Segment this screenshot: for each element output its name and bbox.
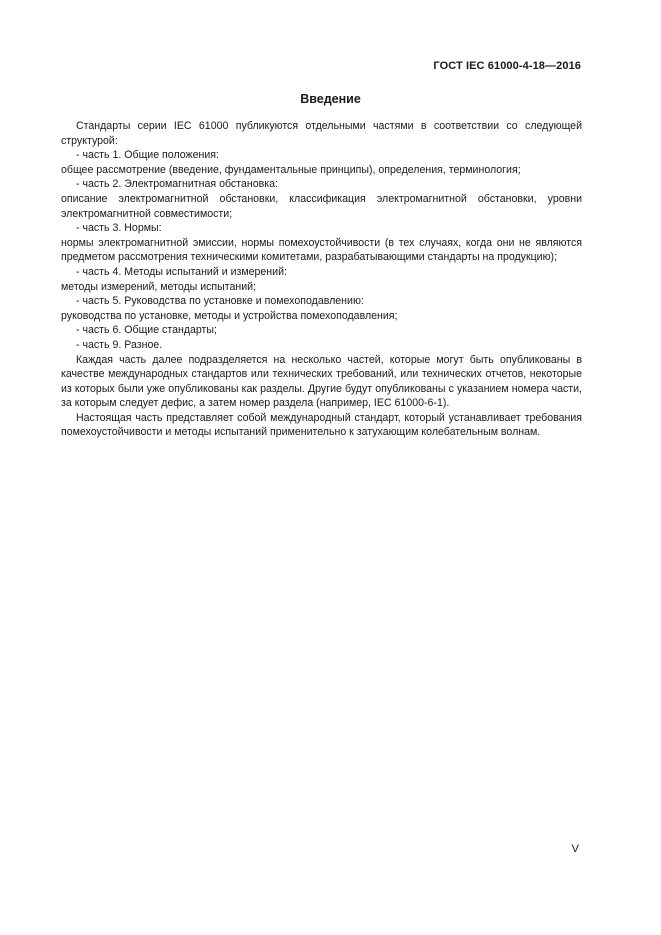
paragraph: Настоящая часть представляет собой международный стандарт, который устанавливает требования помехоустойчивости и методы испытаний применительно к затухающим колебательным волнам. <box>61 411 582 439</box>
body-text <box>61 119 582 440</box>
page-number: V <box>571 843 579 855</box>
paragraph: - часть 4. Методы испытаний и измерений: <box>76 265 287 278</box>
paragraph: - часть 5. Руководства по установке и помехоподавлению: <box>76 295 364 308</box>
paragraph: общее рассмотрение (введение, фундаментальные принципы), определения, терминология; <box>61 163 521 176</box>
paragraph: - часть 3. Нормы: <box>76 222 162 235</box>
paragraph: - часть 6. Общие стандарты; <box>76 324 217 337</box>
section-title: Введение <box>300 92 361 106</box>
paragraph: Стандарты серии IEC 61000 публикуются отдельными частями в соответствии со следующей структурой: <box>61 120 582 147</box>
paragraph: руководства по установке, методы и устройства помехоподавления; <box>61 309 398 322</box>
standard-code-header: ГОСТ IEC 61000-4-18—2016 <box>433 60 581 72</box>
paragraph: - часть 9. Разное. <box>76 338 163 351</box>
paragraph: - часть 2. Электромагнитная обстановка: <box>76 178 278 191</box>
paragraph: - часть 1. Общие положения: <box>76 149 219 162</box>
paragraph: нормы электромагнитной эмиссии, нормы помехоустойчивости (в тех случаях, когда они не являются предметом рассмотрения техническими комитетами, разрабатывающими стандарты на продукцию); <box>61 236 582 264</box>
paragraph: описание электромагнитной обстановки, классификация электромагнитной обстановки, уровни электромагнитной совместимости; <box>61 192 582 220</box>
paragraph: Каждая часть далее подразделяется на несколько частей, которые могут быть опубликованы в качестве международных стандартов или технических требований, или технических отчетов, некоторые из которых были уже опубликованы как разделы. Другие будут опубликованы с указанием номера части, за которым следует дефис, а затем номер раздела (например, IEC 61000-6-1). <box>61 353 582 410</box>
paragraph: методы измерений, методы испытаний; <box>61 280 257 293</box>
